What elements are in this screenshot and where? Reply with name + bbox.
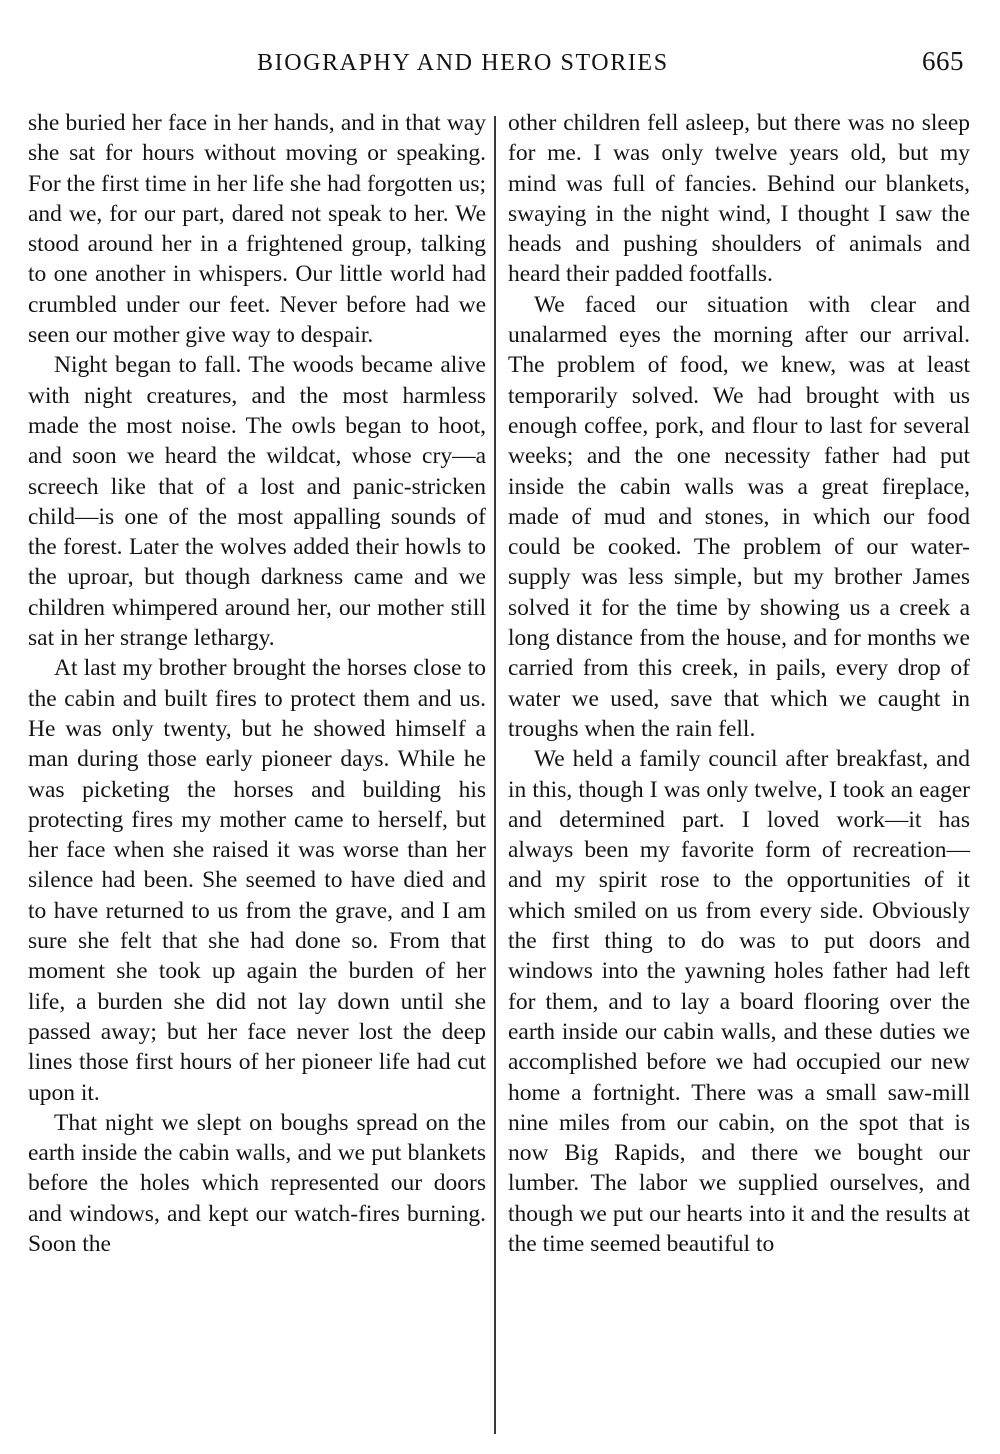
running-header <box>0 46 1000 86</box>
paragraph: That night we slept on boughs spread on the earth inside the cabin walls, and we put blankets before the holes which represented our doors and windows, and kept our watch-fires burning. Soon the <box>28 1109 486 1257</box>
paragraph: Night began to fall. The woods became alive with night creatures, and the most harmless made the most noise. The owls began to hoot, and soon we heard the wildcat, whose cry—a screech like that of a lost and panic-stricken child—is one of the most appalling sounds of the forest. Later the wolves added their howls to the uproar, but though darkness came and we children whimpered around her, our mother still sat in her strange lethargy. <box>28 352 486 652</box>
left-column <box>28 108 486 1259</box>
page-number: 665 <box>922 46 964 76</box>
paragraph: other children fell asleep, but there was no sleep for me. I was only twelve years old, but my mind was full of fancies. Behind our blankets, swaying in the night wind, I thought I saw the heads and pushing shoulders of animals and heard their padded footfalls. <box>508 110 970 288</box>
paragraph: At last my brother brought the horses close to the cabin and built fires to protect them and us. He was only twenty, but he showed himself a man during those early pioneer days. While he was picketing the horses and building his protecting fires my mother came to herself, but her face when she raised it was worse than her silence had been. She seemed to have died and to have returned to us from the grave, and I am sure she felt that she had done so. From that moment she took up again the burden of her life, a burden she did not lay down until she passed away; but her face never lost the deep lines those first hours of her pioneer life had cut upon it. <box>28 655 486 1106</box>
right-column <box>508 108 970 1259</box>
column-divider <box>494 116 496 1434</box>
paragraph: We held a family council after breakfast, and in this, though I was only twelve, I took an eager and determined part. I loved work—it has always been my favorite form of recreation—and my spirit rose to the opportunities of it which smiled on us from every side. Obviously the first thing to do was to put doors and windows into the yawning holes father had left for them, and to lay a board flooring over the earth inside our cabin walls, and these duties we accomplished before we had occupied our new home a fortnight. There was a small saw-mill nine miles from our cabin, on the spot that is now Big Rapids, and there we bought our lumber. The labor we supplied ourselves, and though we put our hearts into it and the results at the time seemed beautiful to <box>508 746 970 1257</box>
paragraph: she buried her face in her hands, and in that way she sat for hours without moving or speaking. For the first time in her life she had forgotten us; and we, for our part, dared not speak to her. We stood around her in a frightened group, talking to one another in whispers. Our little world had crumbled under our feet. Never before had we seen our mother give way to despair. <box>28 110 486 349</box>
running-head-title: BIOGRAPHY AND HERO STORIES <box>257 50 669 76</box>
paragraph: We faced our situation with clear and unalarmed eyes the morning after our arrival. The problem of food, we knew, was at least temporarily solved. We had brought with us enough coffee, pork, and flour to last for several weeks; and the one necessity father had put inside the cabin walls was a great fireplace, made of mud and stones, in which our food could be cooked. The problem of our water-supply was less simple, but my brother James solved it for the time by showing us a creek a long distance from the house, and for months we carried from this creek, in pails, every drop of water we used, save that which we caught in troughs when the rain fell. <box>508 291 970 742</box>
